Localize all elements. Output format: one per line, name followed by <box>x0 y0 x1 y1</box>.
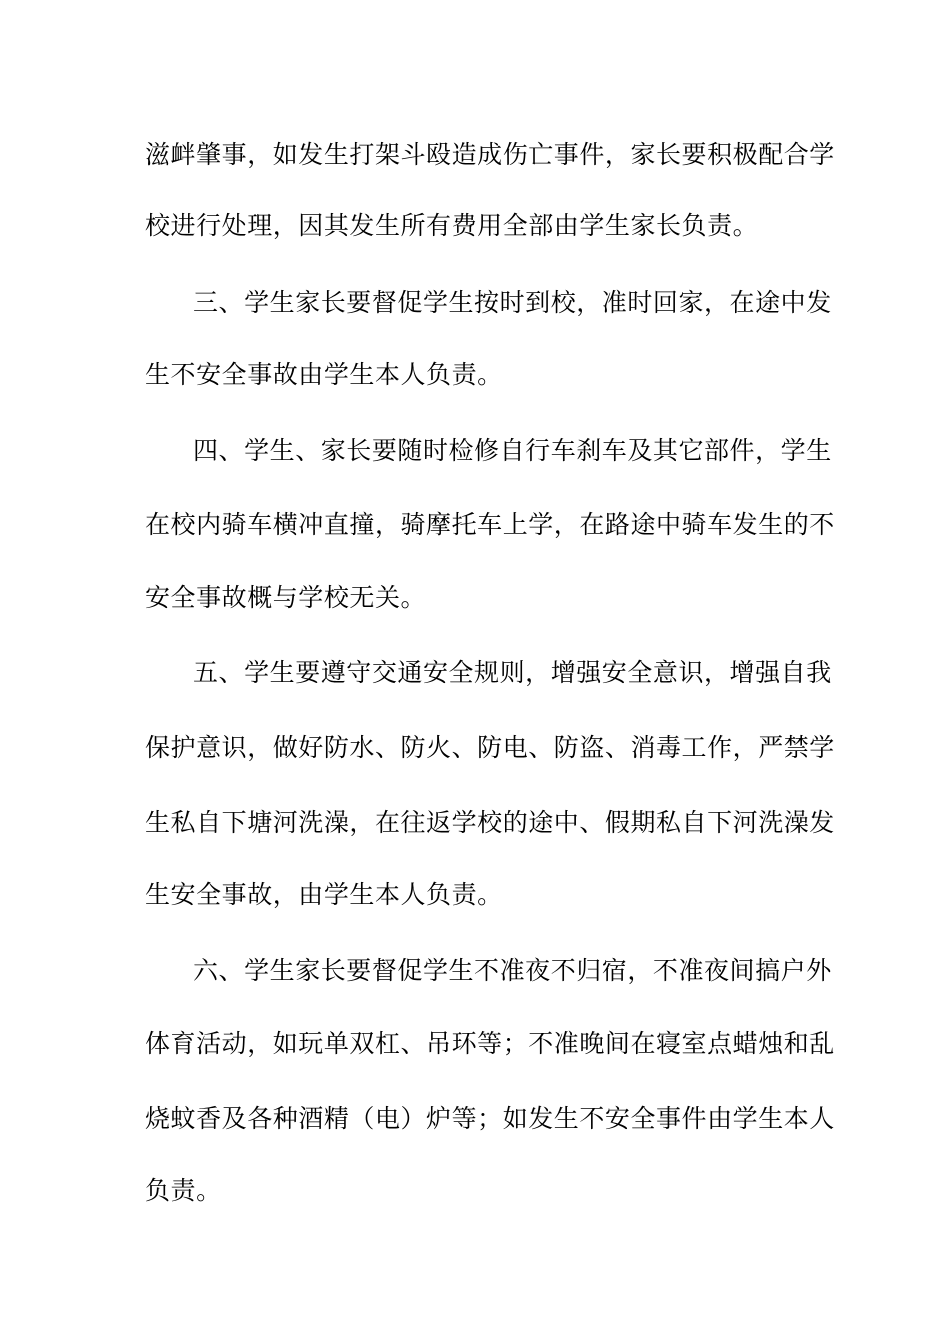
paragraph-5-first-line: 五、学生要遵守交通安全规则，增强安全意识，增强自我 <box>193 658 832 687</box>
paragraph-4-first-line: 四、学生、家长要随时检修自行车刹车及其它部件，学生 <box>193 436 832 465</box>
text-line: 滋衅肇事，如发生打架斗殴造成伤亡事件，家长要积极配合学 <box>145 140 835 169</box>
text-line: 体育活动，如玩单双杠、吊环等；不准晚间在寝室点蜡烛和乱 <box>145 1029 835 1058</box>
text-line: 安全事故概与学校无关。 <box>145 583 427 612</box>
text-line: 负责。 <box>145 1176 222 1205</box>
text-line: 烧蚊香及各种酒精（电）炉等；如发生不安全事件由学生本人 <box>145 1104 835 1133</box>
text-line: 生私自下塘河洗澡，在往返学校的途中、假期私自下河洗澡发 <box>145 808 835 837</box>
text-line: 保护意识，做好防水、防火、防电、防盗、消毒工作，严禁学 <box>145 733 835 762</box>
paragraph-6-first-line: 六、学生家长要督促学生不准夜不归宿，不准夜间搞户外 <box>193 956 832 985</box>
text-line: 生安全事故，由学生本人负责。 <box>145 880 503 909</box>
paragraph-3-first-line: 三、学生家长要督促学生按时到校，准时回家，在途中发 <box>193 288 832 317</box>
text-line: 生不安全事故由学生本人负责。 <box>145 360 503 389</box>
text-line: 在校内骑车横冲直撞，骑摩托车上学，在路途中骑车发生的不 <box>145 510 835 539</box>
text-line: 校进行处理，因其发生所有费用全部由学生家长负责。 <box>145 211 759 240</box>
